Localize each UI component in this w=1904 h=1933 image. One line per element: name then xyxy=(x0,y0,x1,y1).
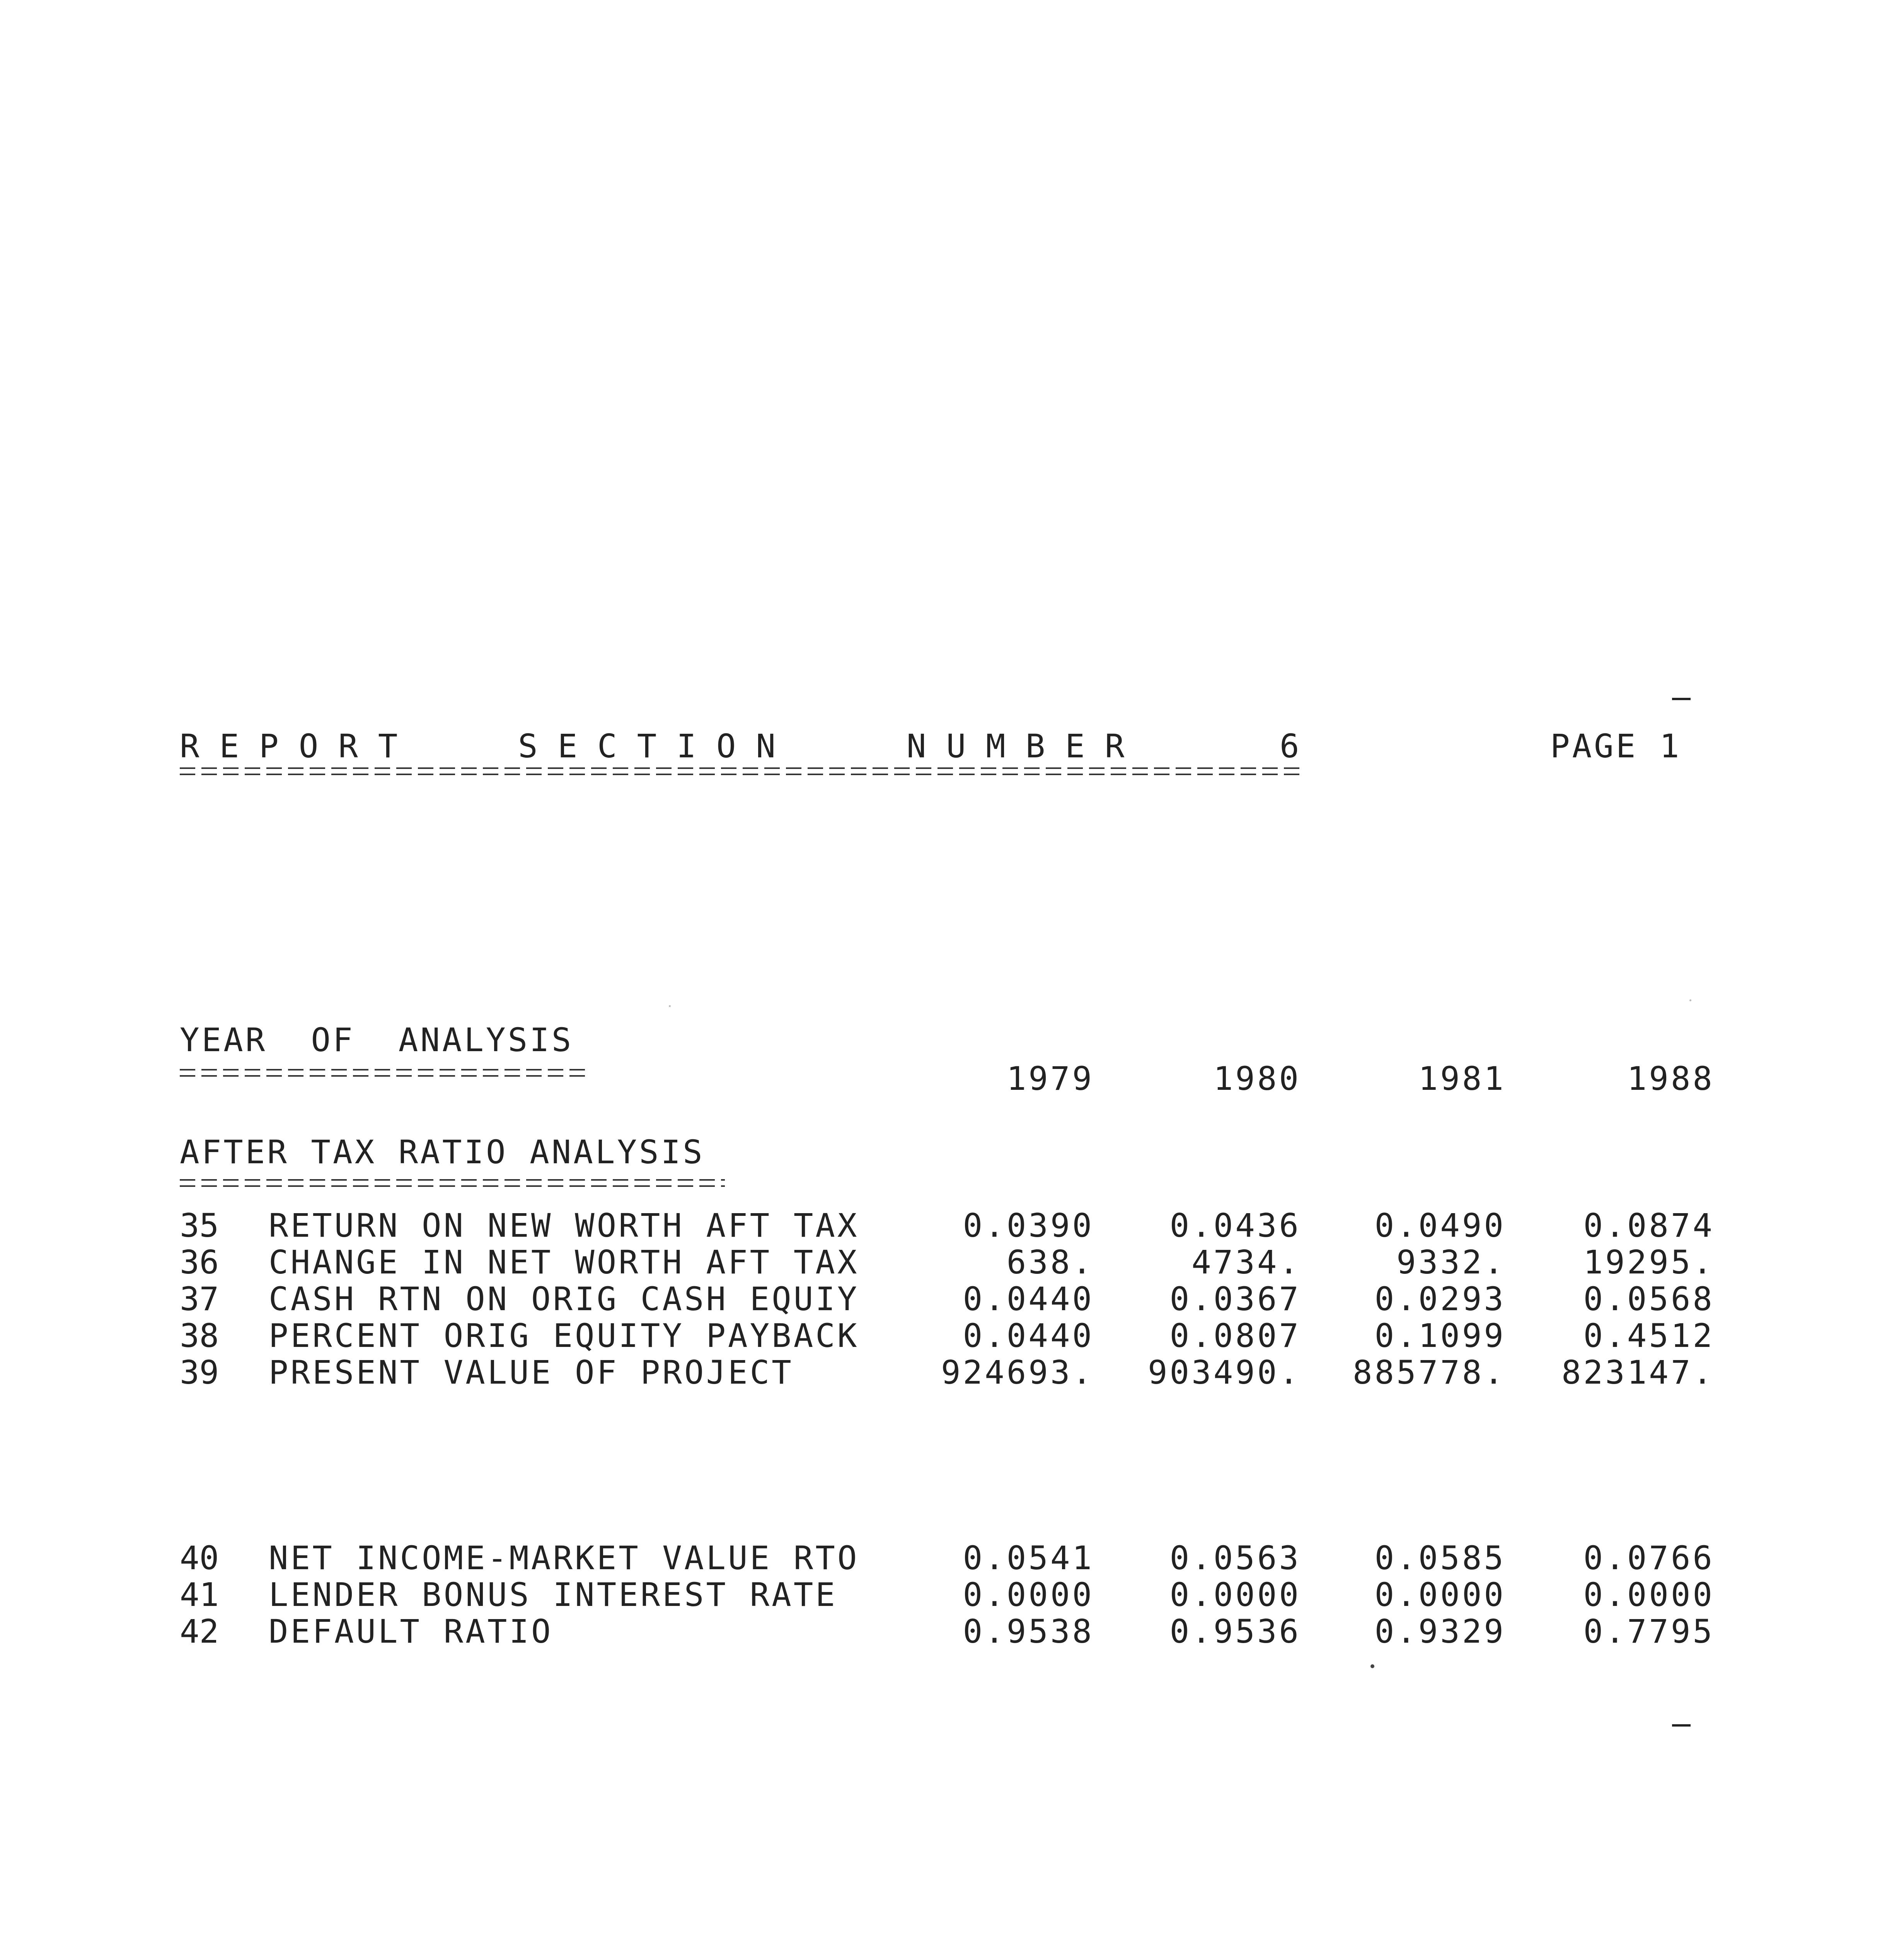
title-word-section: SECTION xyxy=(518,727,796,765)
row-value: 0.0000 xyxy=(963,1576,1094,1614)
title-word-number: NUMBER xyxy=(907,727,1145,765)
row-value: 0.0000 xyxy=(1583,1576,1715,1614)
row-label: CHANGE IN NET WORTH AFT TAX xyxy=(269,1243,859,1281)
row-number: 41 xyxy=(180,1576,219,1614)
year-1980: 1980 xyxy=(1213,1060,1301,1098)
row-value: 0.0541 xyxy=(963,1539,1094,1577)
row-value: 0.0293 xyxy=(1374,1280,1506,1318)
title-section-number: 6 xyxy=(1280,727,1302,765)
row-number: 37 xyxy=(180,1280,219,1318)
row-label: CASH RTN ON ORIG CASH EQUIY xyxy=(269,1280,859,1318)
row-value: 0.0440 xyxy=(963,1280,1094,1318)
row-value: 0.0436 xyxy=(1169,1207,1301,1244)
year-1988: 1988 xyxy=(1627,1060,1715,1098)
row-value: 0.4512 xyxy=(1583,1317,1715,1355)
ratio-heading: AFTER TAX RATIO ANALYSIS xyxy=(180,1133,705,1171)
row-value: 0.0874 xyxy=(1583,1207,1715,1244)
page-label: PAGE 1 xyxy=(1550,727,1682,765)
top-edge-mark xyxy=(1672,698,1691,700)
row-number: 36 xyxy=(180,1243,219,1281)
row-value: 885778. xyxy=(1352,1353,1506,1391)
row-value: 0.0000 xyxy=(1374,1576,1506,1614)
row-value: 0.9536 xyxy=(1169,1613,1301,1650)
row-label: NET INCOME-MARKET VALUE RTO xyxy=(269,1539,859,1577)
speck xyxy=(1370,1664,1374,1668)
row-value: 9332. xyxy=(1396,1243,1506,1281)
row-value: 0.9329 xyxy=(1374,1613,1506,1650)
bottom-edge-mark xyxy=(1672,1724,1691,1727)
year-heading: YEAR OF ANALYSIS xyxy=(180,1021,574,1059)
row-value: 0.0585 xyxy=(1374,1539,1506,1577)
row-value: 638. xyxy=(1006,1243,1094,1281)
speck xyxy=(1689,999,1691,1001)
row-value: 0.0766 xyxy=(1583,1539,1715,1577)
row-value: 0.0563 xyxy=(1169,1539,1301,1577)
row-label: PERCENT ORIG EQUITY PAYBACK xyxy=(269,1317,859,1355)
year-1979: 1979 xyxy=(1006,1060,1094,1098)
row-value: 0.1099 xyxy=(1374,1317,1506,1355)
row-value: 823147. xyxy=(1561,1353,1715,1391)
row-value: 0.0440 xyxy=(963,1317,1094,1355)
row-number: 39 xyxy=(180,1353,219,1391)
row-value: 0.0390 xyxy=(963,1207,1094,1244)
year-heading-underline xyxy=(180,1069,590,1077)
row-value: 0.9538 xyxy=(963,1613,1094,1650)
title-underline xyxy=(180,767,1303,776)
row-number: 38 xyxy=(180,1317,219,1355)
row-label: PRESENT VALUE OF PROJECT xyxy=(269,1353,794,1391)
title-word-report: REPORT xyxy=(180,727,418,765)
row-value: 0.0367 xyxy=(1169,1280,1301,1318)
row-value: 0.0490 xyxy=(1374,1207,1506,1244)
row-value: 4734. xyxy=(1191,1243,1301,1281)
year-1981: 1981 xyxy=(1418,1060,1506,1098)
row-number: 35 xyxy=(180,1207,219,1244)
row-value: 903490. xyxy=(1147,1353,1301,1391)
speck xyxy=(669,1005,671,1007)
ratio-heading-underline xyxy=(180,1179,725,1188)
row-label: DEFAULT RATIO xyxy=(269,1613,553,1650)
row-label: RETURN ON NEW WORTH AFT TAX xyxy=(269,1207,859,1244)
row-value: 0.0568 xyxy=(1583,1280,1715,1318)
row-label: LENDER BONUS INTEREST RATE xyxy=(269,1576,837,1614)
row-value: 0.0000 xyxy=(1169,1576,1301,1614)
row-number: 42 xyxy=(180,1613,219,1650)
row-value: 19295. xyxy=(1583,1243,1715,1281)
row-value: 924693. xyxy=(941,1353,1094,1391)
row-number: 40 xyxy=(180,1539,219,1577)
row-value: 0.0807 xyxy=(1169,1317,1301,1355)
row-value: 0.7795 xyxy=(1583,1613,1715,1650)
